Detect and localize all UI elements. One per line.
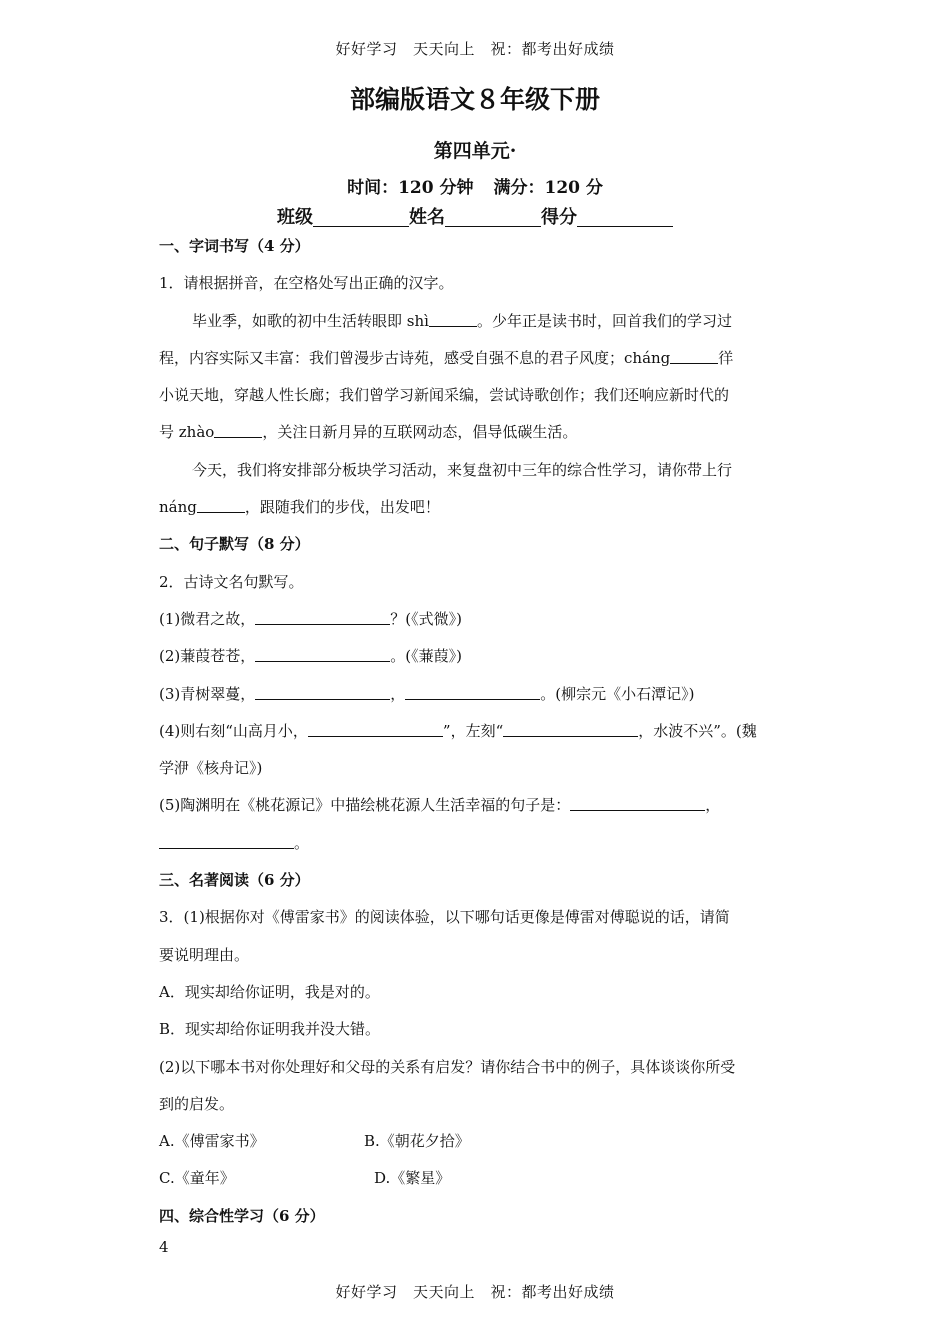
book-option-c: C.《童年》 bbox=[159, 1169, 235, 1188]
item-text: ， bbox=[705, 796, 721, 815]
passage-text: 。少年正是读书时，回首我们的学习过 bbox=[476, 311, 732, 330]
page-footer: 好好学习 天天向上 祝：都考出好成绩 bbox=[335, 1283, 615, 1301]
class-label: 班级 bbox=[277, 207, 313, 228]
question-stem: 2．古诗文名句默写。 bbox=[159, 572, 304, 591]
full-score: 满分：120 分 bbox=[493, 178, 603, 198]
passage-text: 程，内容实际又丰富：我们曾漫步古诗苑，感受自强不息的君子风度；cháng bbox=[159, 348, 671, 367]
item-text: ？(《式微》) bbox=[390, 609, 462, 628]
passage-line: 小说天地，穿越人性长廊；我们曾学习新闻采编，尝试诗歌创作；我们还响应新时代的 bbox=[159, 386, 730, 405]
section-heading: 二、句子默写（8 分） bbox=[159, 535, 310, 554]
item-text: (5)陶渊明在《桃花源记》中描绘桃花源人生活幸福的句子是： bbox=[159, 796, 571, 815]
passage-text: 号 zhào bbox=[159, 423, 215, 442]
recite-item bbox=[159, 831, 794, 868]
passage-line bbox=[159, 309, 794, 346]
item-text: 。 bbox=[294, 833, 310, 852]
item-text: (1)微君之故， bbox=[159, 609, 256, 628]
item-text: ”，左刻“ bbox=[442, 721, 504, 740]
item-text: 。(《蒹葭》) bbox=[390, 647, 462, 666]
class-blank[interactable] bbox=[313, 208, 409, 227]
item-text: ，水波不兴”。(魏 bbox=[638, 721, 757, 740]
score-label: 得分 bbox=[541, 207, 577, 228]
book-option-a: A.《傅雷家书》 bbox=[159, 1132, 265, 1151]
student-info-line bbox=[0, 203, 950, 229]
book-options-row bbox=[159, 1129, 794, 1166]
answer-blank[interactable] bbox=[159, 833, 294, 849]
section-heading: 三、名著阅读（6 分） bbox=[159, 871, 310, 890]
item-text: ， bbox=[390, 684, 406, 703]
unit-subtitle: 第四单元· bbox=[433, 140, 517, 162]
answer-blank[interactable] bbox=[405, 684, 540, 700]
recite-item bbox=[159, 682, 794, 719]
item-text: (2)蒹葭苍苍， bbox=[159, 647, 256, 666]
passage-line bbox=[159, 420, 794, 457]
passage-line bbox=[159, 495, 794, 532]
answer-blank[interactable] bbox=[255, 684, 390, 700]
recite-item: 学洢《核舟记》) bbox=[159, 759, 263, 778]
book-option-d: D.《繁星》 bbox=[374, 1169, 451, 1188]
answer-blank[interactable] bbox=[429, 311, 477, 327]
item-text: 。(柳宗元《小石潭记》) bbox=[540, 684, 695, 703]
answer-blank[interactable] bbox=[214, 422, 262, 438]
question-stem: 要说明理由。 bbox=[159, 945, 250, 964]
page-title: 部编版语文８年级下册 bbox=[349, 85, 600, 114]
exam-content bbox=[159, 234, 794, 1241]
passage-text: 徉 bbox=[718, 348, 734, 367]
answer-blank[interactable] bbox=[255, 646, 390, 662]
recite-item bbox=[159, 793, 794, 830]
recite-item bbox=[159, 719, 794, 756]
question-stem: (2)以下哪本书对你处理好和父母的关系有启发？请你结合书中的例子，具体谈谈你所受 bbox=[159, 1057, 736, 1076]
answer-blank[interactable] bbox=[308, 721, 443, 737]
page-header: 好好学习 天天向上 祝：都考出好成绩 bbox=[335, 40, 615, 58]
passage-text: 毕业季，如歌的初中生活转眼即 shì bbox=[192, 311, 429, 330]
book-option-b: B.《朝花夕拾》 bbox=[364, 1132, 470, 1151]
question-stem: 到的启发。 bbox=[159, 1094, 235, 1113]
answer-blank[interactable] bbox=[503, 721, 638, 737]
recite-item bbox=[159, 644, 794, 681]
passage-text: náng bbox=[159, 498, 197, 517]
item-text: (4)则右刻“山高月小， bbox=[159, 721, 308, 740]
answer-blank[interactable] bbox=[197, 497, 245, 513]
passage-text: ，跟随我们的步伐，出发吧！ bbox=[244, 498, 440, 517]
score-blank[interactable] bbox=[577, 208, 673, 227]
passage-line: 今天，我们将安排部分板块学习活动，来复盘初中三年的综合性学习，请你带上行 bbox=[192, 460, 733, 479]
passage-text: ，关注日新月异的互联网动态，倡导低碳生活。 bbox=[262, 423, 578, 442]
section-heading: 一、字词书写（4 分） bbox=[159, 237, 310, 255]
page-number: 4 bbox=[159, 1238, 169, 1256]
name-blank[interactable] bbox=[445, 208, 541, 227]
book-options-row bbox=[159, 1166, 794, 1203]
passage-line bbox=[159, 346, 794, 383]
exam-time-info bbox=[0, 173, 950, 198]
question-stem: 1．请根据拼音，在空格处写出正确的汉字。 bbox=[159, 274, 454, 293]
name-label: 姓名 bbox=[409, 207, 445, 228]
question-stem: 3．(1)根据你对《傅雷家书》的阅读体验，以下哪句话更像是傅雷对傅聪说的话，请简 bbox=[159, 908, 730, 927]
answer-blank[interactable] bbox=[255, 609, 390, 625]
recite-item bbox=[159, 607, 794, 644]
item-text: (3)青树翠蔓， bbox=[159, 684, 256, 703]
answer-blank[interactable] bbox=[570, 795, 705, 811]
section-heading: 四、综合性学习（6 分） bbox=[159, 1206, 325, 1225]
time-limit: 时间：120 分钟 bbox=[347, 178, 474, 198]
option-a: A．现实却给你证明，我是对的。 bbox=[159, 982, 380, 1001]
option-b: B．现实却给你证明我并没大错。 bbox=[159, 1020, 381, 1039]
answer-blank[interactable] bbox=[670, 348, 718, 364]
